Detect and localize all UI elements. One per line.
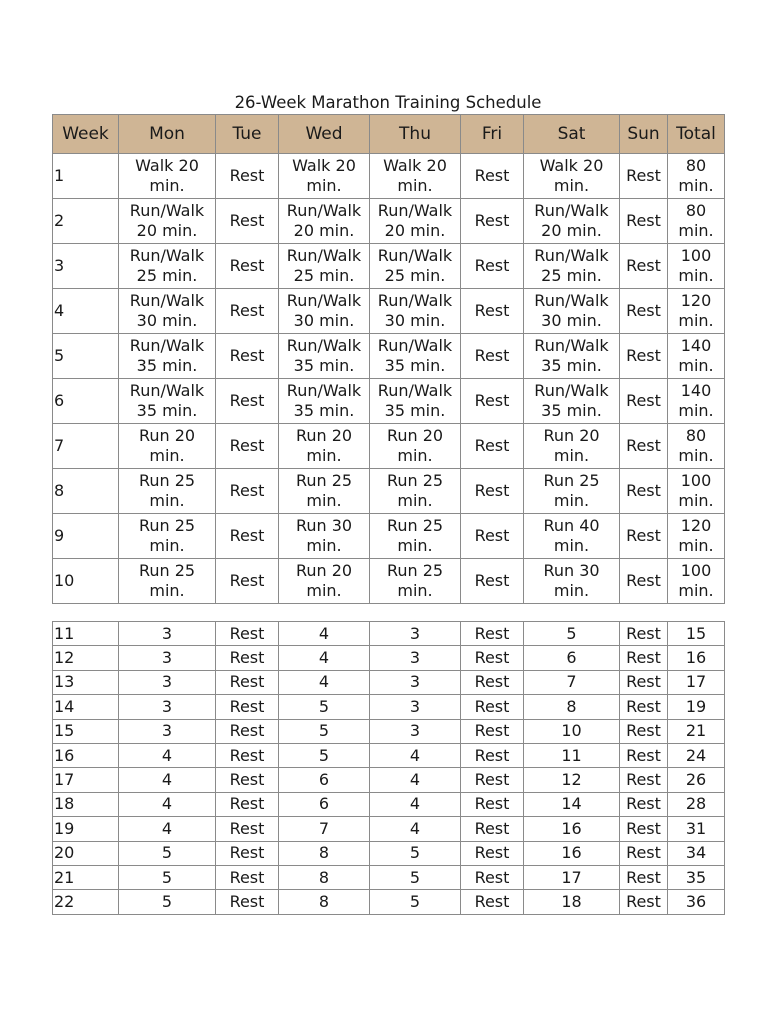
cell-sat: 7	[524, 670, 620, 694]
cell-thu: 3	[370, 670, 461, 694]
cell-mon: Run/Walk 25 min.	[119, 244, 216, 289]
cell-sat: Run 40 min.	[524, 514, 620, 559]
cell-week: 20	[53, 841, 119, 865]
cell-tue: Rest	[216, 244, 279, 289]
cell-sun: Rest	[620, 424, 668, 469]
cell-sun: Rest	[620, 622, 668, 646]
cell-total: 21	[668, 719, 725, 743]
cell-week: 21	[53, 865, 119, 889]
cell-mon: Run/Walk 35 min.	[119, 379, 216, 424]
table-row	[53, 154, 725, 199]
cell-sun: Rest	[620, 841, 668, 865]
cell-fri: Rest	[461, 792, 524, 816]
cell-week: 14	[53, 695, 119, 719]
cell-tue: Rest	[216, 743, 279, 767]
cell-tue: Rest	[216, 768, 279, 792]
cell-week: 2	[53, 199, 119, 244]
cell-wed: 7	[279, 817, 370, 841]
cell-tue: Rest	[216, 646, 279, 670]
cell-total: 17	[668, 670, 725, 694]
cell-wed: 5	[279, 719, 370, 743]
cell-mon: Run/Walk 20 min.	[119, 199, 216, 244]
cell-tue: Rest	[216, 559, 279, 604]
cell-sun: Rest	[620, 719, 668, 743]
cell-fri: Rest	[461, 622, 524, 646]
cell-fri: Rest	[461, 865, 524, 889]
cell-total: 35	[668, 865, 725, 889]
cell-tue: Rest	[216, 695, 279, 719]
table-row	[53, 743, 725, 767]
cell-fri: Rest	[461, 890, 524, 914]
cell-tue: Rest	[216, 719, 279, 743]
cell-thu: 3	[370, 695, 461, 719]
cell-tue: Rest	[216, 792, 279, 816]
cell-tue: Rest	[216, 622, 279, 646]
cell-tue: Rest	[216, 154, 279, 199]
cell-mon: Run/Walk 35 min.	[119, 334, 216, 379]
header-total: Total	[668, 115, 725, 154]
header-week: Week	[53, 115, 119, 154]
header-mon: Mon	[119, 115, 216, 154]
cell-thu: Run 20 min.	[370, 424, 461, 469]
cell-total: 140 min.	[668, 334, 725, 379]
cell-week: 13	[53, 670, 119, 694]
cell-tue: Rest	[216, 841, 279, 865]
cell-thu: 3	[370, 719, 461, 743]
cell-sun: Rest	[620, 379, 668, 424]
header-tue: Tue	[216, 115, 279, 154]
cell-week: 1	[53, 154, 119, 199]
table-row	[53, 646, 725, 670]
cell-wed: Run 30 min.	[279, 514, 370, 559]
cell-mon: 5	[119, 841, 216, 865]
cell-sat: 16	[524, 817, 620, 841]
schedule-table-weeks-1-10	[52, 114, 725, 604]
cell-sat: Run 20 min.	[524, 424, 620, 469]
cell-wed: Run/Walk 20 min.	[279, 199, 370, 244]
table-row	[53, 670, 725, 694]
cell-wed: Run/Walk 25 min.	[279, 244, 370, 289]
cell-mon: 3	[119, 695, 216, 719]
header-wed: Wed	[279, 115, 370, 154]
cell-sun: Rest	[620, 154, 668, 199]
cell-total: 19	[668, 695, 725, 719]
cell-sat: 10	[524, 719, 620, 743]
cell-sun: Rest	[620, 670, 668, 694]
cell-fri: Rest	[461, 334, 524, 379]
cell-wed: Run/Walk 35 min.	[279, 334, 370, 379]
cell-sun: Rest	[620, 817, 668, 841]
cell-week: 7	[53, 424, 119, 469]
cell-mon: 3	[119, 622, 216, 646]
cell-sat: 11	[524, 743, 620, 767]
cell-sun: Rest	[620, 768, 668, 792]
cell-total: 31	[668, 817, 725, 841]
cell-thu: Run 25 min.	[370, 559, 461, 604]
cell-fri: Rest	[461, 379, 524, 424]
cell-fri: Rest	[461, 289, 524, 334]
cell-fri: Rest	[461, 424, 524, 469]
cell-wed: Run 25 min.	[279, 469, 370, 514]
cell-mon: Run 20 min.	[119, 424, 216, 469]
cell-week: 12	[53, 646, 119, 670]
cell-sat: Run 25 min.	[524, 469, 620, 514]
cell-fri: Rest	[461, 695, 524, 719]
cell-week: 16	[53, 743, 119, 767]
cell-thu: 4	[370, 792, 461, 816]
cell-thu: 4	[370, 817, 461, 841]
table-row	[53, 244, 725, 289]
cell-fri: Rest	[461, 670, 524, 694]
cell-wed: 6	[279, 792, 370, 816]
cell-week: 19	[53, 817, 119, 841]
cell-sat: 18	[524, 890, 620, 914]
cell-mon: 3	[119, 670, 216, 694]
table-row	[53, 424, 725, 469]
cell-tue: Rest	[216, 289, 279, 334]
cell-total: 34	[668, 841, 725, 865]
cell-thu: 4	[370, 768, 461, 792]
cell-mon: Run/Walk 30 min.	[119, 289, 216, 334]
cell-mon: Walk 20 min.	[119, 154, 216, 199]
cell-wed: Run 20 min.	[279, 424, 370, 469]
cell-sat: 5	[524, 622, 620, 646]
cell-tue: Rest	[216, 514, 279, 559]
cell-total: 100 min.	[668, 469, 725, 514]
cell-sat: Run/Walk 20 min.	[524, 199, 620, 244]
cell-tue: Rest	[216, 890, 279, 914]
cell-sun: Rest	[620, 514, 668, 559]
cell-thu: 5	[370, 890, 461, 914]
cell-total: 100 min.	[668, 559, 725, 604]
cell-wed: 4	[279, 622, 370, 646]
cell-fri: Rest	[461, 559, 524, 604]
cell-week: 17	[53, 768, 119, 792]
header-fri: Fri	[461, 115, 524, 154]
cell-sat: 14	[524, 792, 620, 816]
cell-sun: Rest	[620, 244, 668, 289]
cell-fri: Rest	[461, 768, 524, 792]
cell-tue: Rest	[216, 379, 279, 424]
cell-wed: Run 20 min.	[279, 559, 370, 604]
table-row	[53, 559, 725, 604]
cell-week: 10	[53, 559, 119, 604]
cell-fri: Rest	[461, 514, 524, 559]
cell-mon: 3	[119, 719, 216, 743]
cell-total: 26	[668, 768, 725, 792]
cell-total: 100 min.	[668, 244, 725, 289]
cell-total: 120 min.	[668, 514, 725, 559]
page-title: 26-Week Marathon Training Schedule	[234, 93, 542, 112]
cell-sun: Rest	[620, 334, 668, 379]
cell-mon: 4	[119, 768, 216, 792]
cell-sat: 12	[524, 768, 620, 792]
cell-fri: Rest	[461, 469, 524, 514]
cell-week: 15	[53, 719, 119, 743]
cell-wed: 4	[279, 670, 370, 694]
header-sat: Sat	[524, 115, 620, 154]
cell-sun: Rest	[620, 695, 668, 719]
cell-total: 140 min.	[668, 379, 725, 424]
table-row	[53, 289, 725, 334]
cell-sat: Run/Walk 35 min.	[524, 379, 620, 424]
table-row	[53, 379, 725, 424]
cell-tue: Rest	[216, 865, 279, 889]
cell-sun: Rest	[620, 469, 668, 514]
cell-week: 5	[53, 334, 119, 379]
cell-mon: Run 25 min.	[119, 559, 216, 604]
cell-sun: Rest	[620, 199, 668, 244]
cell-thu: Run/Walk 35 min.	[370, 379, 461, 424]
cell-sat: Run/Walk 35 min.	[524, 334, 620, 379]
table-row	[53, 695, 725, 719]
table-row	[53, 792, 725, 816]
cell-mon: Run 25 min.	[119, 469, 216, 514]
cell-tue: Rest	[216, 334, 279, 379]
cell-sat: 6	[524, 646, 620, 670]
cell-wed: 8	[279, 841, 370, 865]
cell-wed: 6	[279, 768, 370, 792]
cell-total: 36	[668, 890, 725, 914]
cell-thu: Run 25 min.	[370, 469, 461, 514]
cell-fri: Rest	[461, 719, 524, 743]
table-row	[53, 199, 725, 244]
cell-wed: 8	[279, 865, 370, 889]
cell-week: 3	[53, 244, 119, 289]
cell-week: 11	[53, 622, 119, 646]
cell-wed: 5	[279, 743, 370, 767]
cell-thu: Run/Walk 35 min.	[370, 334, 461, 379]
cell-fri: Rest	[461, 154, 524, 199]
cell-thu: 5	[370, 865, 461, 889]
cell-sat: Run 30 min.	[524, 559, 620, 604]
cell-sat: 16	[524, 841, 620, 865]
cell-sat: Walk 20 min.	[524, 154, 620, 199]
cell-mon: 3	[119, 646, 216, 670]
cell-sat: Run/Walk 30 min.	[524, 289, 620, 334]
cell-week: 22	[53, 890, 119, 914]
cell-tue: Rest	[216, 817, 279, 841]
cell-sat: 17	[524, 865, 620, 889]
table-row	[53, 865, 725, 889]
cell-total: 80 min.	[668, 199, 725, 244]
header-row	[53, 115, 725, 154]
cell-mon: 5	[119, 865, 216, 889]
cell-sun: Rest	[620, 289, 668, 334]
cell-total: 80 min.	[668, 154, 725, 199]
cell-fri: Rest	[461, 817, 524, 841]
cell-fri: Rest	[461, 841, 524, 865]
schedule-table-weeks-11-22	[52, 621, 725, 915]
cell-mon: 4	[119, 792, 216, 816]
table-row	[53, 334, 725, 379]
cell-fri: Rest	[461, 199, 524, 244]
cell-fri: Rest	[461, 743, 524, 767]
table-row	[53, 841, 725, 865]
cell-mon: 5	[119, 890, 216, 914]
cell-mon: 4	[119, 817, 216, 841]
cell-wed: 5	[279, 695, 370, 719]
header-sun: Sun	[620, 115, 668, 154]
cell-week: 4	[53, 289, 119, 334]
table-row	[53, 514, 725, 559]
cell-total: 15	[668, 622, 725, 646]
cell-mon: Run 25 min.	[119, 514, 216, 559]
cell-wed: Run/Walk 30 min.	[279, 289, 370, 334]
cell-thu: 3	[370, 646, 461, 670]
cell-week: 6	[53, 379, 119, 424]
cell-tue: Rest	[216, 670, 279, 694]
cell-thu: Run/Walk 20 min.	[370, 199, 461, 244]
cell-sun: Rest	[620, 559, 668, 604]
cell-sun: Rest	[620, 792, 668, 816]
cell-total: 120 min.	[668, 289, 725, 334]
cell-fri: Rest	[461, 244, 524, 289]
cell-fri: Rest	[461, 646, 524, 670]
table-row	[53, 890, 725, 914]
cell-tue: Rest	[216, 199, 279, 244]
cell-thu: 4	[370, 743, 461, 767]
cell-total: 28	[668, 792, 725, 816]
cell-thu: Run/Walk 30 min.	[370, 289, 461, 334]
table-row	[53, 768, 725, 792]
cell-sun: Rest	[620, 743, 668, 767]
cell-thu: Run/Walk 25 min.	[370, 244, 461, 289]
cell-tue: Rest	[216, 469, 279, 514]
table-row	[53, 719, 725, 743]
cell-total: 24	[668, 743, 725, 767]
cell-wed: Walk 20 min.	[279, 154, 370, 199]
cell-tue: Rest	[216, 424, 279, 469]
cell-thu: Run 25 min.	[370, 514, 461, 559]
table-row	[53, 817, 725, 841]
cell-sat: Run/Walk 25 min.	[524, 244, 620, 289]
table-row	[53, 622, 725, 646]
cell-wed: 4	[279, 646, 370, 670]
cell-wed: 8	[279, 890, 370, 914]
cell-wed: Run/Walk 35 min.	[279, 379, 370, 424]
cell-sun: Rest	[620, 865, 668, 889]
cell-total: 80 min.	[668, 424, 725, 469]
cell-thu: 3	[370, 622, 461, 646]
cell-week: 8	[53, 469, 119, 514]
cell-sun: Rest	[620, 890, 668, 914]
cell-total: 16	[668, 646, 725, 670]
cell-week: 18	[53, 792, 119, 816]
cell-sun: Rest	[620, 646, 668, 670]
cell-thu: 5	[370, 841, 461, 865]
cell-thu: Walk 20 min.	[370, 154, 461, 199]
table-row	[53, 469, 725, 514]
cell-week: 9	[53, 514, 119, 559]
cell-mon: 4	[119, 743, 216, 767]
cell-sat: 8	[524, 695, 620, 719]
header-thu: Thu	[370, 115, 461, 154]
